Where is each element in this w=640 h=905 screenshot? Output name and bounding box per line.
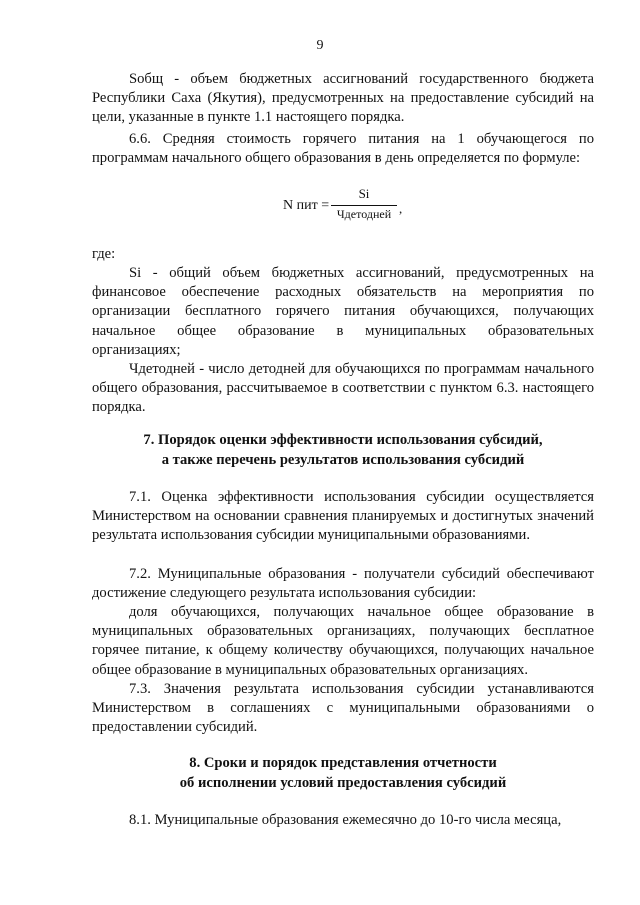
paragraph-7-3: 7.3. Значения результата использования субсидии устанавливаются Министерством в соглашениях с муниципальными образованиями о предоставлении субсидий. <box>92 681 594 736</box>
fraction-bar <box>331 205 397 206</box>
section-7-heading-line2: а также перечень результатов использования субсидий <box>161 451 525 468</box>
paragraph-si-definition: Si - общий объем бюджетных ассигнований, предусмотренных на финансовое обеспечение расходных обязательств на мероприятия по организации бесплатного горячего питания обучающихся, получающих начальное общее образование в муниципальных образовательных организациях; <box>92 265 594 358</box>
paragraph-7-1: 7.1. Оценка эффективности использования субсидии осуществляется Министерством на основании сравнения планируемых и достигнутых значений результата использования субсидии муниципальными образованиями. <box>92 489 594 544</box>
section-7-heading-line1: 7. Порядок оценки эффективности использования субсидий, <box>143 432 543 448</box>
section-8-heading-line2: об исполнении условий предоставления субсидий <box>179 774 507 791</box>
page-number: 9 <box>316 38 324 53</box>
paragraph-chdet-definition: Чдетодней - число детодней для обучающихся по программам начального общего образования, рассчитываемое в соответствии с пунктом 6.3. настоящего порядка. <box>92 361 594 416</box>
paragraph-dolya: доля обучающихся, получающих начальное общее образование в муниципальных образовательных организациях, получающих бесплатное горячее питание, к общему количеству обучающихся, получающих начальное общее образование в муниципальных образовательных организациях. <box>92 604 594 678</box>
paragraph-6-6: 6.6. Средняя стоимость горячего питания на 1 обучающегося по программам начального общего образования в день определяется по формуле: <box>92 131 594 167</box>
section-8-heading <box>92 754 594 793</box>
formula-numerator: Si <box>358 186 370 201</box>
formula-denominator: Чдетодней <box>336 207 392 221</box>
section-8-heading-line1: 8. Сроки и порядок представления отчетности <box>189 755 497 771</box>
formula <box>0 186 640 230</box>
paragraph-sobsh: Sобщ - объем бюджетных ассигнований государственного бюджета Республики Саха (Якутия), предусмотренных на предоставление субсидий на цели, указанные в пункте 1.1 настоящего порядка. <box>92 71 594 126</box>
paragraph-gde: где: <box>92 246 116 262</box>
formula-comma: , <box>399 201 403 216</box>
paragraph-7-2: 7.2. Муниципальные образования - получатели субсидий обеспечивают достижение следующего результата использования субсидии: <box>92 566 594 602</box>
formula-lhs: N пит = <box>283 198 330 213</box>
section-7-heading <box>92 431 594 470</box>
paragraph-8-1: 8.1. Муниципальные образования ежемесячно до 10-го числа месяца, <box>129 812 562 828</box>
